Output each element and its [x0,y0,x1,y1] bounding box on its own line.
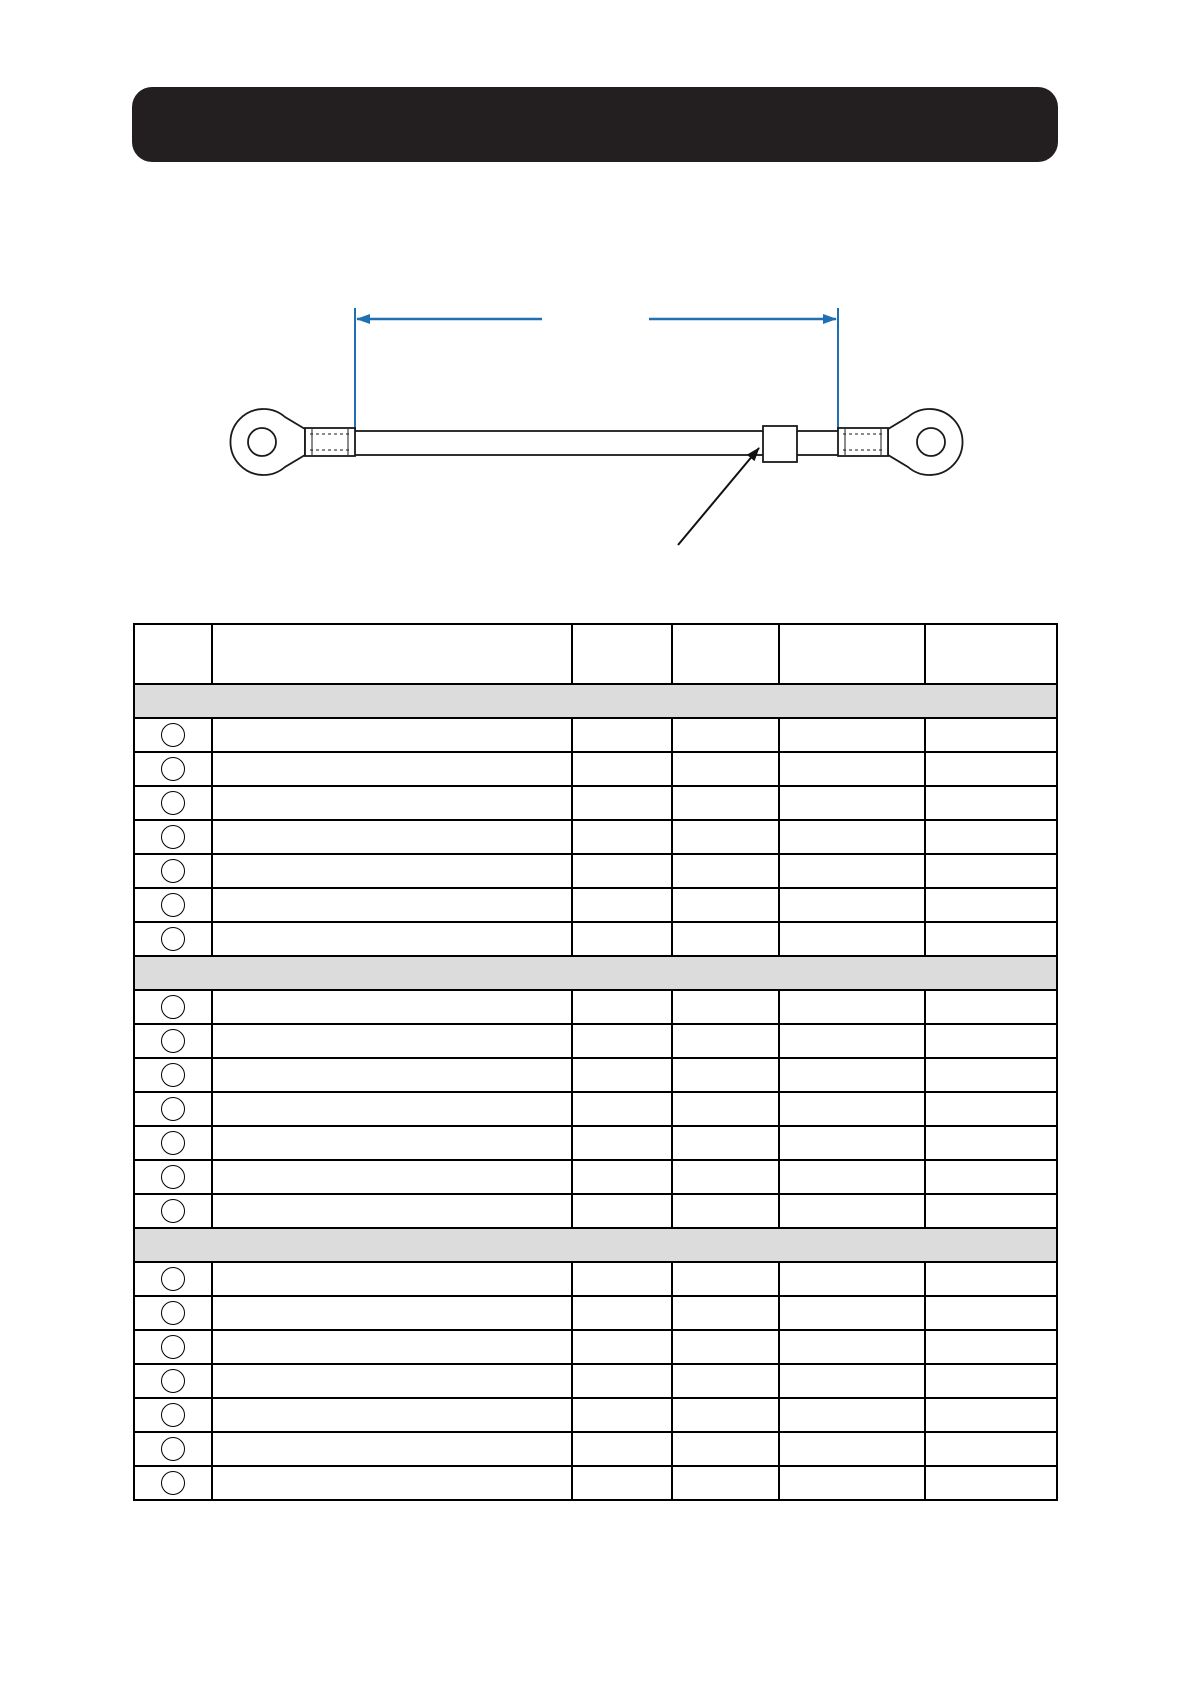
item-value-c4 [672,1058,779,1092]
item-description [212,752,572,786]
item-value-c6 [925,854,1057,888]
item-description [212,1024,572,1058]
item-number-circle [161,1063,185,1087]
table-row [134,1058,1057,1092]
item-value-c3 [572,1058,672,1092]
table-row [134,820,1057,854]
item-description [212,1466,572,1500]
item-value-c5 [779,990,925,1024]
item-value-c5 [779,1160,925,1194]
item-number-cell [134,1160,212,1194]
item-value-c3 [572,1160,672,1194]
item-description [212,1398,572,1432]
item-description [212,990,572,1024]
item-number-circle [161,1471,185,1495]
table-row [134,1330,1057,1364]
item-number-circle [161,1335,185,1359]
item-value-c3 [572,854,672,888]
table-row [134,718,1057,752]
item-value-c3 [572,1364,672,1398]
item-value-c6 [925,1194,1057,1228]
item-number-circle [161,1165,185,1189]
item-description [212,1296,572,1330]
item-value-c5 [779,1330,925,1364]
item-value-c6 [925,1398,1057,1432]
table-row [134,1296,1057,1330]
item-value-c4 [672,1330,779,1364]
item-value-c4 [672,820,779,854]
item-value-c4 [672,1432,779,1466]
item-number-circle [161,757,185,781]
item-value-c3 [572,1126,672,1160]
item-value-c3 [572,1194,672,1228]
item-value-c5 [779,786,925,820]
table-row [134,854,1057,888]
item-number-cell [134,854,212,888]
item-description [212,1432,572,1466]
item-number-circle [161,1369,185,1393]
item-value-c3 [572,1092,672,1126]
item-value-c6 [925,888,1057,922]
item-description [212,922,572,956]
item-number-cell [134,1330,212,1364]
item-value-c3 [572,1262,672,1296]
item-value-c6 [925,1466,1057,1500]
table-row [134,1262,1057,1296]
item-value-c6 [925,1092,1057,1126]
item-value-c5 [779,1398,925,1432]
item-number-circle [161,723,185,747]
header-cell-5 [779,624,925,684]
item-value-c4 [672,888,779,922]
item-value-c4 [672,1194,779,1228]
header-cell-description [212,624,572,684]
item-value-c6 [925,752,1057,786]
item-value-c6 [925,1330,1057,1364]
cable-sleeve [763,426,797,462]
item-value-c3 [572,1296,672,1330]
item-description [212,718,572,752]
item-value-c4 [672,1466,779,1500]
item-value-c5 [779,752,925,786]
item-value-c6 [925,922,1057,956]
item-number-cell [134,752,212,786]
item-value-c5 [779,1194,925,1228]
item-number-cell [134,1092,212,1126]
item-number-circle [161,791,185,815]
item-number-cell [134,1432,212,1466]
table-row [134,922,1057,956]
ring-terminal-left [230,409,355,475]
item-value-c4 [672,922,779,956]
item-number-circle [161,1437,185,1461]
item-description [212,1160,572,1194]
item-value-c4 [672,1296,779,1330]
item-value-c4 [672,1092,779,1126]
item-value-c3 [572,1466,672,1500]
item-value-c5 [779,1364,925,1398]
item-value-c4 [672,1364,779,1398]
item-value-c3 [572,1398,672,1432]
spec-table [133,623,1058,1501]
callout-arrow [678,448,759,545]
table-row [134,1126,1057,1160]
group-label [134,1228,1057,1262]
table-row [134,990,1057,1024]
item-value-c3 [572,922,672,956]
item-number-circle [161,825,185,849]
item-number-cell [134,820,212,854]
item-number-cell [134,1466,212,1500]
item-description [212,854,572,888]
item-value-c4 [672,854,779,888]
item-description [212,1058,572,1092]
header-cell-3 [572,624,672,684]
item-value-c3 [572,990,672,1024]
group-label [134,956,1057,990]
header-bar [132,87,1058,162]
item-value-c6 [925,1364,1057,1398]
item-number-cell [134,1194,212,1228]
item-value-c4 [672,1398,779,1432]
item-value-c3 [572,752,672,786]
table-row [134,1432,1057,1466]
table-row [134,1364,1057,1398]
item-value-c5 [779,718,925,752]
item-number-cell [134,990,212,1024]
header-cell-4 [672,624,779,684]
item-description [212,1194,572,1228]
item-value-c3 [572,1024,672,1058]
item-number-cell [134,888,212,922]
item-value-c5 [779,1296,925,1330]
item-value-c4 [672,1160,779,1194]
item-value-c3 [572,1330,672,1364]
item-number-circle [161,995,185,1019]
item-value-c3 [572,820,672,854]
item-value-c4 [672,752,779,786]
header-cell-number [134,624,212,684]
item-number-circle [161,1131,185,1155]
item-number-cell [134,1296,212,1330]
item-number-cell [134,1126,212,1160]
item-value-c3 [572,1432,672,1466]
item-value-c5 [779,922,925,956]
item-number-circle [161,1199,185,1223]
item-number-cell [134,1058,212,1092]
item-value-c3 [572,718,672,752]
table-row [134,786,1057,820]
item-number-cell [134,1262,212,1296]
item-value-c6 [925,1126,1057,1160]
item-description [212,888,572,922]
table-row [134,1466,1057,1500]
item-value-c6 [925,1296,1057,1330]
item-value-c6 [925,786,1057,820]
table-group-row [134,956,1057,990]
item-value-c5 [779,820,925,854]
item-number-circle [161,1097,185,1121]
ring-terminal-right [838,409,963,475]
item-value-c5 [779,1058,925,1092]
item-value-c4 [672,1024,779,1058]
table-row [134,1024,1057,1058]
item-description [212,1126,572,1160]
item-number-cell [134,718,212,752]
item-number-cell [134,1024,212,1058]
table-row [134,1092,1057,1126]
item-value-c5 [779,1466,925,1500]
item-value-c5 [779,1092,925,1126]
item-value-c6 [925,1024,1057,1058]
item-value-c5 [779,1024,925,1058]
item-number-cell [134,786,212,820]
cable-diagram [0,290,1192,590]
item-value-c5 [779,1126,925,1160]
item-description [212,1364,572,1398]
item-description [212,786,572,820]
item-number-circle [161,1267,185,1291]
item-value-c4 [672,990,779,1024]
item-value-c6 [925,820,1057,854]
table-row [134,1194,1057,1228]
table-row [134,888,1057,922]
table-row [134,1398,1057,1432]
item-value-c3 [572,786,672,820]
group-label [134,684,1057,718]
item-number-circle [161,1403,185,1427]
item-value-c6 [925,990,1057,1024]
item-value-c4 [672,1126,779,1160]
table-row [134,1160,1057,1194]
item-value-c5 [779,854,925,888]
item-number-cell [134,922,212,956]
item-value-c6 [925,1432,1057,1466]
item-value-c5 [779,1432,925,1466]
item-value-c6 [925,1262,1057,1296]
item-description [212,1262,572,1296]
item-value-c6 [925,1160,1057,1194]
table-header-row [134,624,1057,684]
item-description [212,820,572,854]
table-row [134,752,1057,786]
item-number-cell [134,1364,212,1398]
item-value-c5 [779,1262,925,1296]
table-group-row [134,1228,1057,1262]
item-number-cell [134,1398,212,1432]
item-value-c4 [672,786,779,820]
item-number-circle [161,1029,185,1053]
item-value-c6 [925,1058,1057,1092]
item-number-circle [161,927,185,951]
item-value-c3 [572,888,672,922]
item-number-circle [161,1301,185,1325]
item-number-circle [161,893,185,917]
item-value-c5 [779,888,925,922]
item-description [212,1330,572,1364]
item-number-circle [161,859,185,883]
item-description [212,1092,572,1126]
header-cell-6 [925,624,1057,684]
item-value-c6 [925,718,1057,752]
table-group-row [134,684,1057,718]
item-value-c4 [672,1262,779,1296]
item-value-c4 [672,718,779,752]
